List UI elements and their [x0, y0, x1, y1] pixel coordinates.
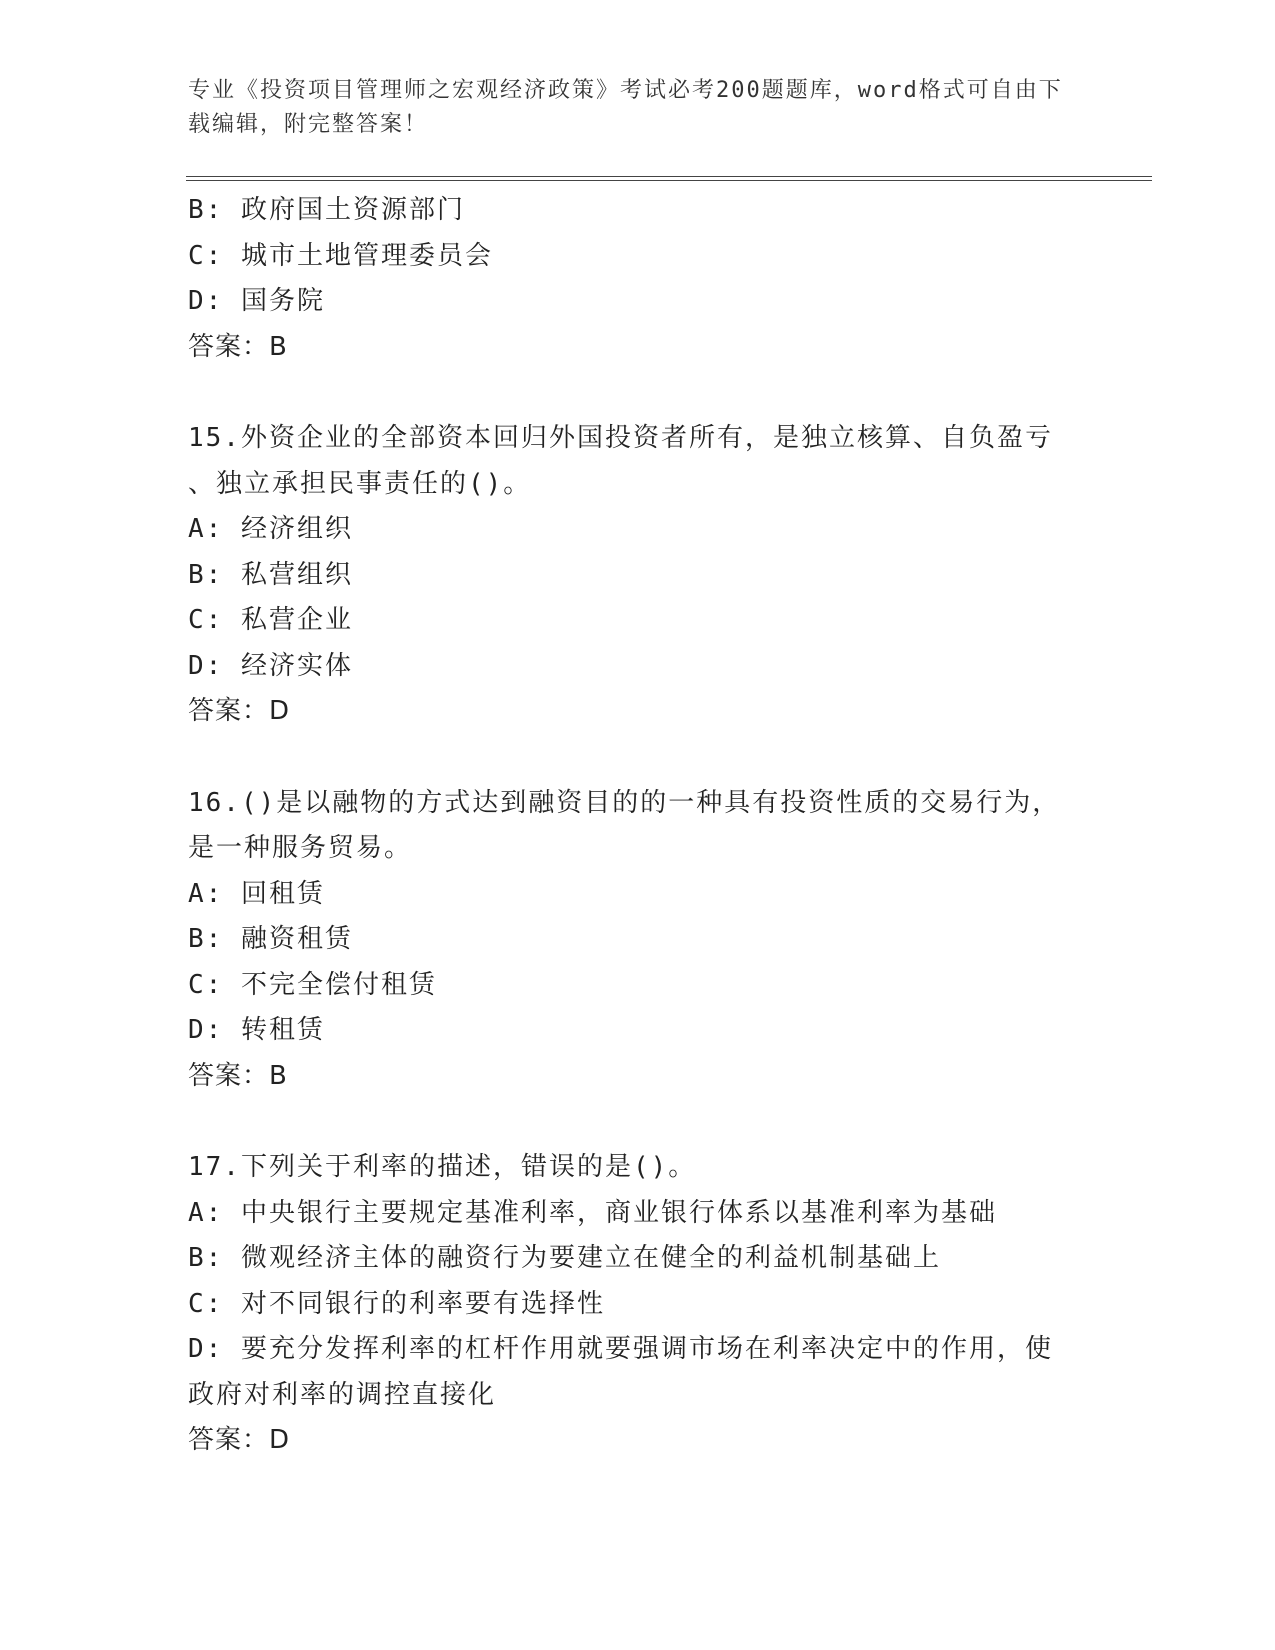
question-block-16	[188, 781, 1088, 1100]
option-c: C: 城市土地管理委员会	[188, 240, 493, 271]
question-list	[188, 188, 1088, 1464]
answer-line: 答案：B	[188, 331, 288, 362]
option-a: A: 回租赁	[188, 878, 325, 909]
option-d: D: 转租赁	[188, 1015, 325, 1045]
option-a: A: 经济组织	[188, 514, 353, 544]
option-d: D: 经济实体	[188, 650, 353, 681]
option-d: D: 国务院	[188, 286, 325, 316]
answer-line: 答案：D	[188, 1425, 291, 1455]
question-text: 15.外资企业的全部资本回归外国投资者所有，是独立核算、自负盈亏	[188, 423, 1053, 453]
option-b: B: 私营组织	[188, 559, 353, 590]
spacer	[188, 735, 1088, 781]
question-block-17	[188, 1145, 1088, 1464]
question-block-14	[188, 188, 1088, 370]
document-header: 专业《投资项目管理师之宏观经济政策》考试必考200题题库，word格式可自由下载编辑，附完整答案！	[188, 78, 1063, 137]
question-text-continued: 、独立承担民事责任的()。	[188, 468, 532, 499]
question-block-15	[188, 416, 1088, 735]
option-b: B: 融资租赁	[188, 924, 353, 954]
question-text: 16.()是以融物的方式达到融资目的的一种具有投资性质的交易行为，	[188, 787, 1061, 818]
spacer	[188, 1099, 1088, 1145]
option-b: B: 政府国土资源部门	[188, 195, 465, 225]
option-c: C: 不完全偿付租赁	[188, 969, 437, 1000]
option-c: C: 对不同银行的利率要有选择性	[188, 1288, 605, 1319]
option-a: A: 中央银行主要规定基准利率，商业银行体系以基准利率为基础	[188, 1197, 997, 1228]
answer-line: 答案：D	[188, 696, 291, 726]
option-d-continued: 政府对利率的调控直接化	[188, 1379, 497, 1410]
spacer	[188, 370, 1088, 416]
option-c: C: 私营企业	[188, 605, 353, 635]
answer-line: 答案：B	[188, 1060, 288, 1091]
option-b: B: 微观经济主体的融资行为要建立在健全的利益机制基础上	[188, 1243, 941, 1273]
question-text: 17.下列关于利率的描述，错误的是()。	[188, 1152, 697, 1182]
option-d: D: 要充分发挥利率的杠杆作用就要强调市场在利率决定中的作用，使	[188, 1334, 1053, 1364]
header-divider	[186, 176, 1152, 181]
question-text-continued: 是一种服务贸易。	[188, 833, 413, 863]
